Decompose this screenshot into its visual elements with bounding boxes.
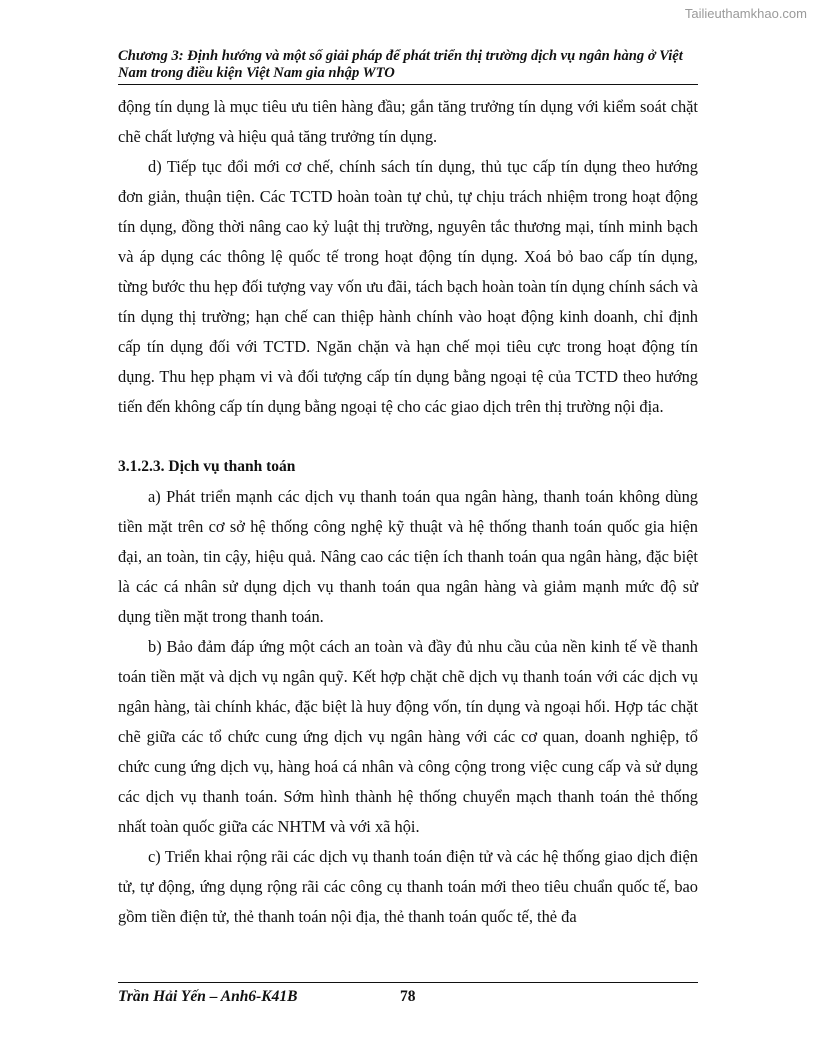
chapter-header: Chương 3: Định hướng và một số giải pháp để phát triển thị trường dịch vụ ngân hàng ở Việt Nam trong điều kiện Việt Nam gia nhập WTO <box>118 48 698 85</box>
paragraph-continuation: động tín dụng là mục tiêu ưu tiên hàng đầu; gắn tăng trưởng tín dụng với kiểm soát chặt chẽ chất lượng và hiệu quả tăng trưởng tín dụng. <box>118 97 698 146</box>
section-heading: 3.1.2.3. Dịch vụ thanh toán <box>118 458 296 475</box>
footer-author: Trần Hải Yến – Anh6-K41B <box>118 988 298 1005</box>
footer-divider <box>118 982 698 983</box>
paragraph-d: d) Tiếp tục đổi mới cơ chế, chính sách tín dụng, thủ tục cấp tín dụng theo hướng đơn giản, thuận tiện. Các TCTD hoàn toàn tự chủ, tự chịu trách nhiệm trong hoạt động tín dụng, đồng thời nâng cao kỷ luật thị trường, nguyên tắc thương mại, tính minh bạch và áp dụng các thông lệ quốc tế trong hoạt động tín dụng. Xoá bỏ bao cấp tín dụng, từng bước thu hẹp đối tượng vay vốn ưu đãi, tách bạch hoàn toàn tín dụng chính sách và tín dụng thị trường; hạn chế can thiệp hành chính vào hoạt động kinh doanh, chỉ định cấp tín dụng đối với TCTD. Ngăn chặn và hạn chế mọi tiêu cực trong hoạt động tín dụng. Thu hẹp phạm vi và đối tượng cấp tín dụng bằng ngoại tệ của TCTD theo hướng tiến đến không cấp tín dụng bằng ngoại tệ cho các giao dịch trên thị trường nội địa. <box>118 157 698 416</box>
paragraph-b: b) Bảo đảm đáp ứng một cách an toàn và đầy đủ nhu cầu của nền kinh tế về thanh toán tiền mặt và dịch vụ ngân quỹ. Kết hợp chặt chẽ dịch vụ thanh toán với các dịch vụ ngân hàng, tài chính khác, đặc biệt là huy động vốn, tín dụng và ngoại hối. Hợp tác chặt chẽ giữa các tổ chức cung ứng dịch vụ ngân hàng với các cơ quan, doanh nghiệp, tổ chức cung ứng dịch vụ, hàng hoá cá nhân và công cộng trong việc cung cấp và sử dụng các dịch vụ thanh toán. Sớm hình thành hệ thống chuyển mạch thanh toán thẻ thống nhất toàn quốc giữa các NHTM và với xã hội. <box>118 637 698 836</box>
page-body <box>118 92 698 932</box>
watermark-text: Tailieuthamkhao.com <box>684 6 807 21</box>
page-number: 78 <box>400 988 416 1005</box>
paragraph-c: c) Triển khai rộng rãi các dịch vụ thanh toán điện tử và các hệ thống giao dịch điện tử, tự động, ứng dụng rộng rãi các công cụ thanh toán mới theo tiêu chuẩn quốc tế, bao gồm tiền điện tử, thẻ thanh toán nội địa, thẻ thanh toán quốc tế, thẻ đa <box>118 847 698 926</box>
paragraph-a: a) Phát triển mạnh các dịch vụ thanh toán qua ngân hàng, thanh toán không dùng tiền mặt trên cơ sở hệ thống công nghệ kỹ thuật và hệ thống thanh toán quốc gia hiện đại, an toàn, tin cậy, hiệu quả. Nâng cao các tiện ích thanh toán qua ngân hàng, đặc biệt là các cá nhân sử dụng dịch vụ thanh toán qua ngân hàng và giảm mạnh mức độ sử dụng tiền mặt trong thanh toán. <box>118 487 698 626</box>
